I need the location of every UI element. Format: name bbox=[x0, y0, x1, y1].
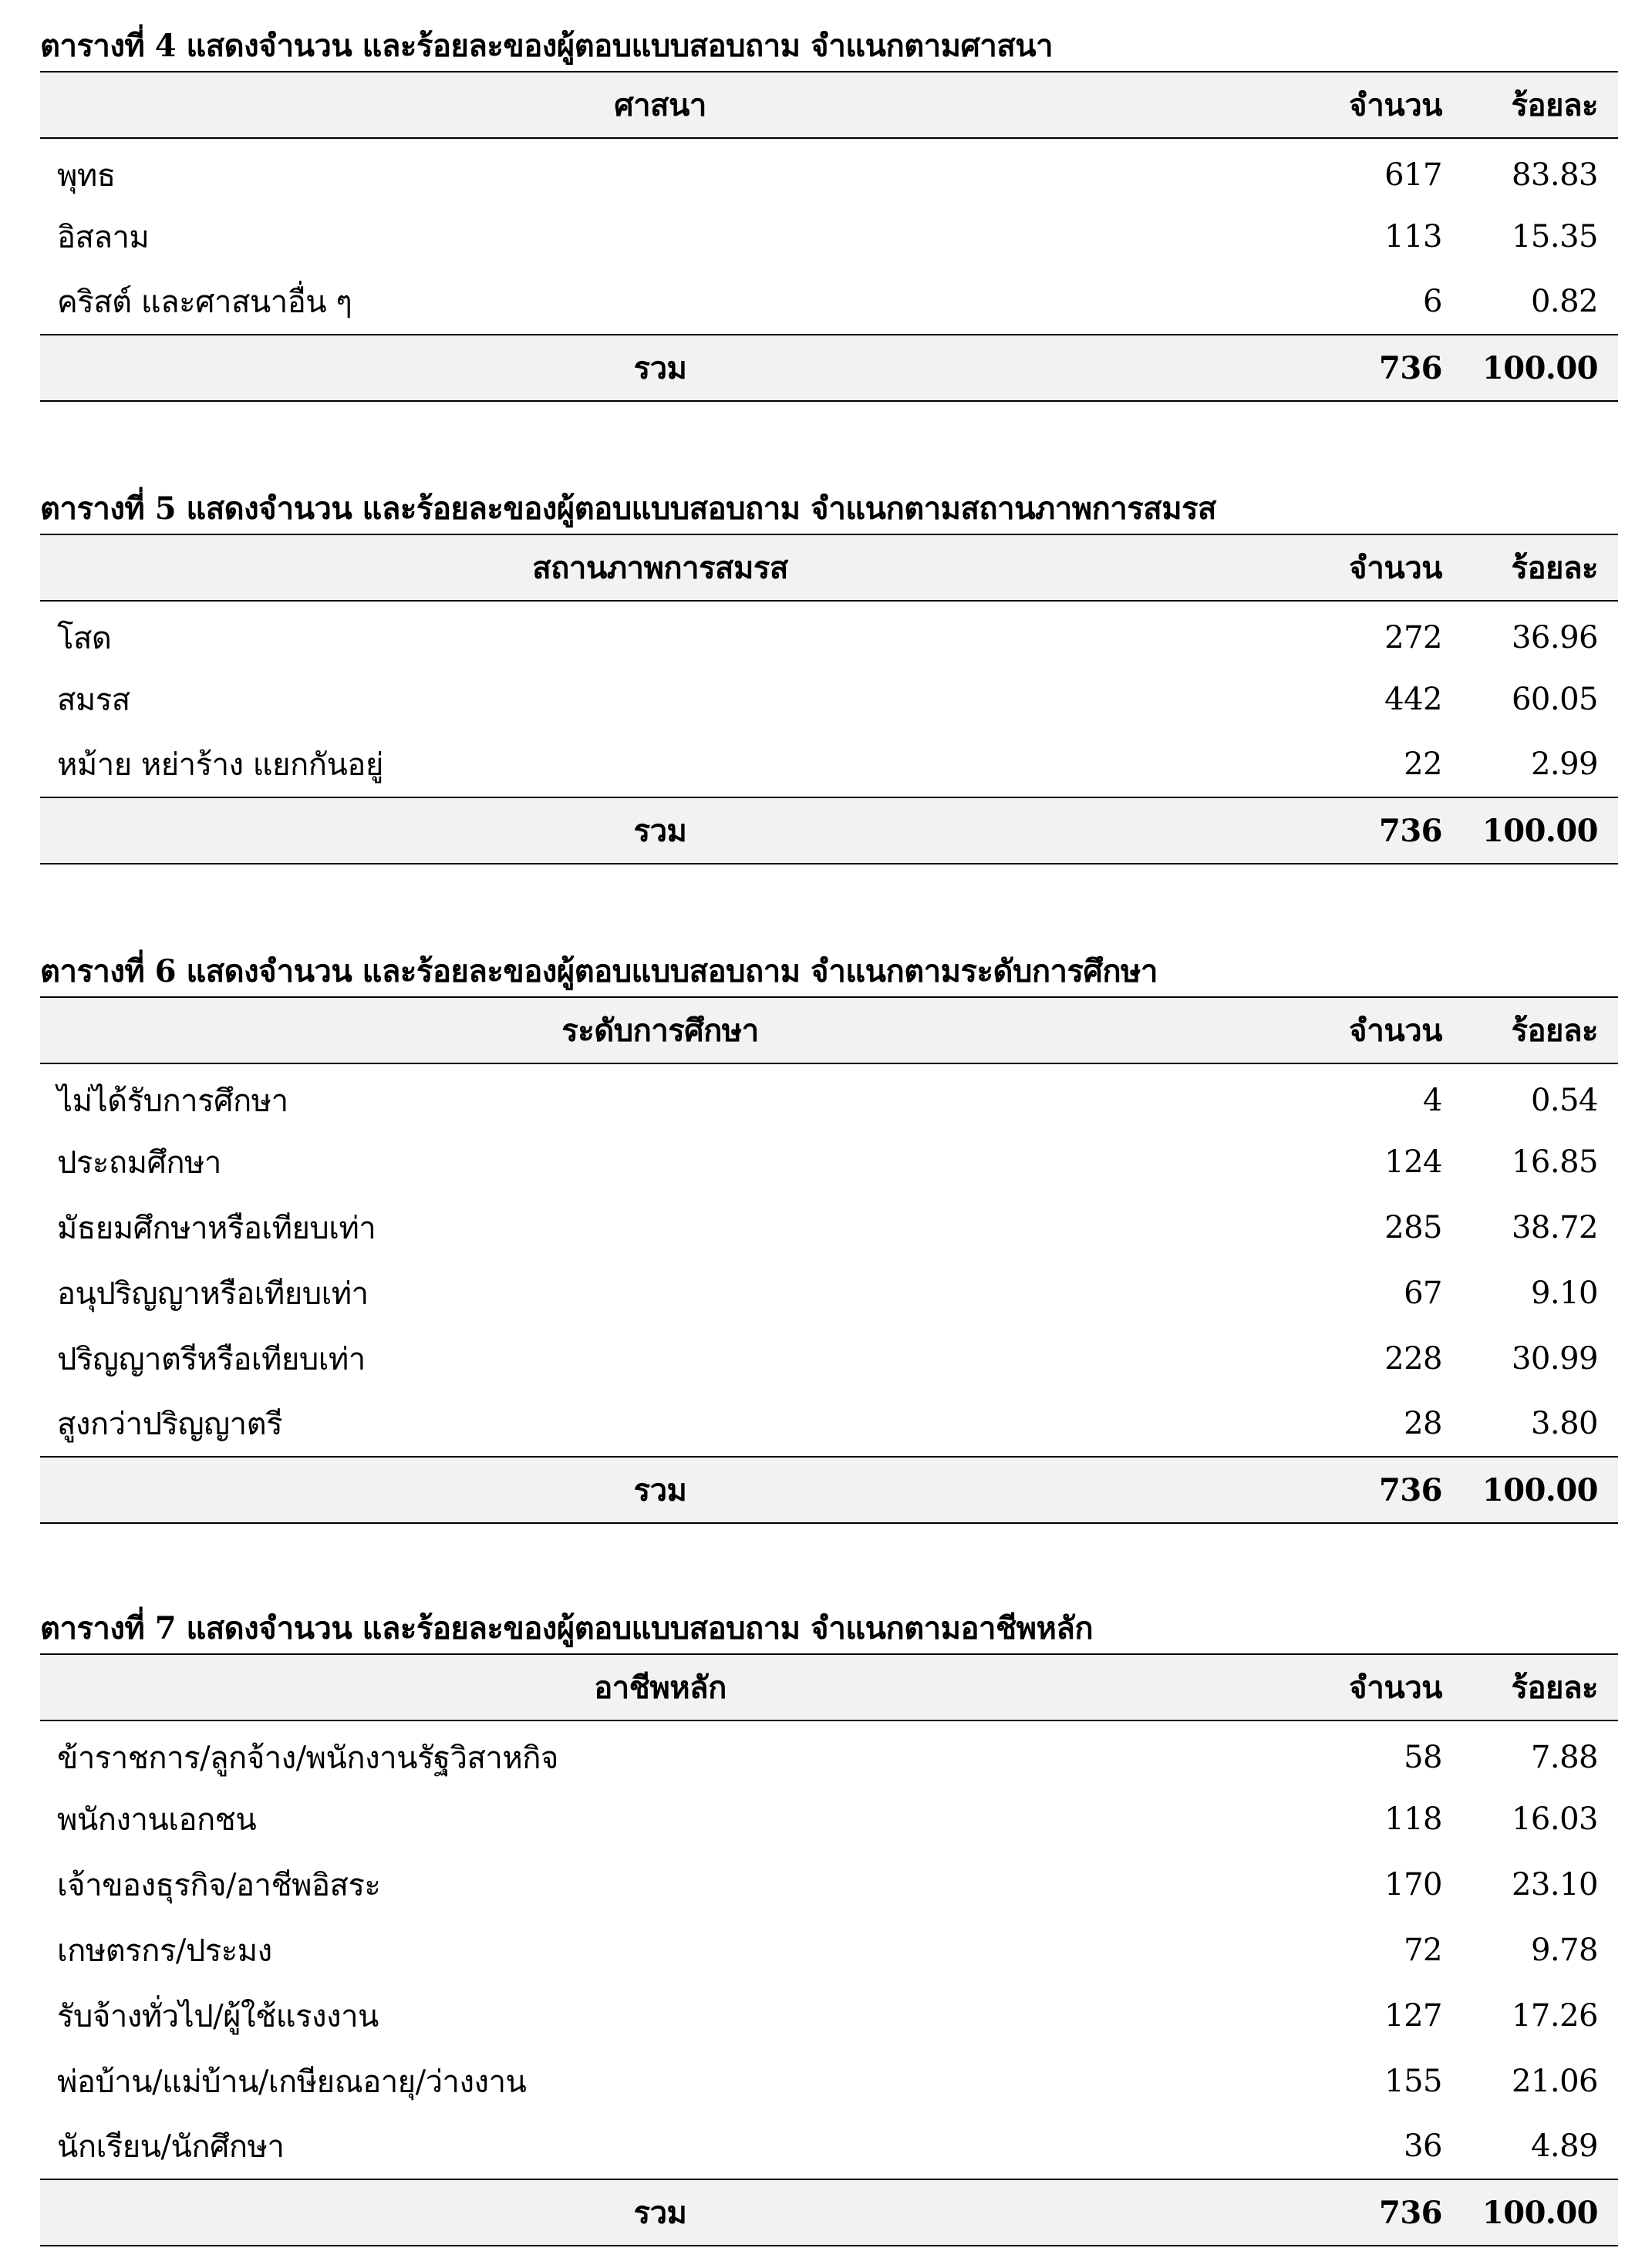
column-header: สถานภาพการสมรส bbox=[40, 534, 1280, 601]
percent-cell: 4.89 bbox=[1530, 2128, 1598, 2164]
category-cell: หม้าย หย่าร้าง แยกกันอยู่ bbox=[57, 747, 383, 783]
table-row bbox=[40, 601, 1618, 666]
percent-cell: 17.26 bbox=[1511, 1997, 1598, 2034]
percent-cell: 60.05 bbox=[1511, 681, 1598, 717]
category-cell: ปริญญาตรีหรือเทียบเท่า bbox=[57, 1341, 366, 1377]
percent-cell: 0.54 bbox=[1530, 1083, 1598, 1118]
table-row bbox=[40, 1260, 1618, 1326]
header-row bbox=[40, 534, 1618, 601]
table-row bbox=[40, 732, 1618, 797]
category-cell: นักเรียน/นักศึกษา bbox=[57, 2129, 285, 2165]
percent-cell: 15.35 bbox=[1511, 218, 1598, 254]
total-percent: 100.00 bbox=[1462, 797, 1618, 864]
count-cell: 28 bbox=[1404, 1406, 1442, 1441]
percent-cell: 2.99 bbox=[1530, 746, 1598, 782]
table-section-occupation bbox=[40, 1604, 1618, 2246]
total-label: รวม bbox=[40, 335, 1280, 401]
count-cell: 442 bbox=[1384, 681, 1442, 717]
total-count: 736 bbox=[1280, 797, 1462, 864]
column-header: ร้อยละ bbox=[1462, 534, 1618, 601]
total-percent: 100.00 bbox=[1462, 1457, 1618, 1523]
table-row bbox=[40, 1983, 1618, 2048]
count-cell: 118 bbox=[1384, 1801, 1442, 1837]
header-row bbox=[40, 997, 1618, 1063]
count-cell: 285 bbox=[1384, 1209, 1442, 1245]
table-caption: ตารางที่ 7 แสดงจำนวน และร้อยละของผู้ตอบแบบสอบถาม จำแนกตามอาชีพหลัก bbox=[40, 1610, 1094, 1646]
total-row bbox=[40, 1457, 1618, 1523]
category-cell: เจ้าของธุรกิจ/อาชีพอิสระ bbox=[57, 1867, 381, 1903]
table-row bbox=[40, 666, 1618, 732]
total-row bbox=[40, 2179, 1618, 2246]
count-cell: 155 bbox=[1384, 2063, 1442, 2099]
header-row bbox=[40, 72, 1618, 138]
table-section-education bbox=[40, 947, 1618, 1524]
percent-cell: 9.10 bbox=[1530, 1275, 1598, 1311]
count-cell: 170 bbox=[1384, 1866, 1442, 1902]
count-cell: 113 bbox=[1384, 218, 1442, 254]
percent-cell: 21.06 bbox=[1511, 2063, 1598, 2099]
percent-cell: 38.72 bbox=[1511, 1209, 1598, 1245]
category-cell: พุทธ bbox=[57, 158, 116, 194]
table-row bbox=[40, 1195, 1618, 1260]
percent-cell: 9.78 bbox=[1530, 1932, 1598, 1968]
percent-cell: 3.80 bbox=[1530, 1406, 1598, 1441]
category-cell: อิสลาม bbox=[57, 219, 150, 255]
count-cell: 228 bbox=[1384, 1340, 1442, 1377]
count-cell: 127 bbox=[1384, 1997, 1442, 2034]
count-cell: 58 bbox=[1404, 1740, 1442, 1775]
table-row bbox=[40, 138, 1618, 204]
category-cell: เกษตรกร/ประมง bbox=[57, 1933, 272, 1969]
column-header: จำนวน bbox=[1280, 534, 1462, 601]
table-row bbox=[40, 1063, 1618, 1129]
table-row bbox=[40, 204, 1618, 269]
table-section-religion bbox=[40, 22, 1618, 402]
category-cell: สูงกว่าปริญญาตรี bbox=[57, 1407, 283, 1442]
data-table bbox=[40, 996, 1618, 1524]
table-caption: ตารางที่ 6 แสดงจำนวน และร้อยละของผู้ตอบแบบสอบถาม จำแนกตามระดับการศึกษา bbox=[40, 953, 1158, 989]
count-cell: 36 bbox=[1404, 2128, 1442, 2164]
table-row bbox=[40, 1786, 1618, 1852]
column-header: จำนวน bbox=[1280, 1654, 1462, 1720]
count-cell: 124 bbox=[1384, 1144, 1442, 1180]
count-cell: 272 bbox=[1384, 620, 1442, 655]
total-row bbox=[40, 797, 1618, 864]
category-cell: พ่อบ้าน/แม่บ้าน/เกษียณอายุ/ว่างงาน bbox=[57, 2064, 527, 2100]
category-cell: รับจ้างทั่วไป/ผู้ใช้แรงงาน bbox=[57, 1998, 379, 2034]
total-label: รวม bbox=[40, 2179, 1280, 2246]
count-cell: 4 bbox=[1423, 1083, 1442, 1118]
table-caption: ตารางที่ 4 แสดงจำนวน และร้อยละของผู้ตอบแบบสอบถาม จำแนกตามศาสนา bbox=[40, 28, 1054, 64]
percent-cell: 0.82 bbox=[1530, 284, 1598, 319]
percent-cell: 23.10 bbox=[1511, 1866, 1598, 1902]
category-cell: คริสต์ และศาสนาอื่น ๆ bbox=[57, 285, 352, 320]
count-cell: 67 bbox=[1404, 1275, 1442, 1311]
category-cell: มัธยมศึกษาหรือเทียบเท่า bbox=[57, 1210, 376, 1246]
total-percent: 100.00 bbox=[1462, 2179, 1618, 2246]
category-cell: อนุปริญญาหรือเทียบเท่า bbox=[57, 1276, 369, 1312]
column-header: ร้อยละ bbox=[1462, 997, 1618, 1063]
category-cell: สมรส bbox=[57, 682, 130, 718]
percent-cell: 7.88 bbox=[1530, 1740, 1598, 1775]
category-cell: ข้าราชการ/ลูกจ้าง/พนักงานรัฐวิสาหกิจ bbox=[57, 1741, 558, 1776]
table-row bbox=[40, 2048, 1618, 2114]
percent-cell: 16.85 bbox=[1511, 1144, 1598, 1180]
table-row bbox=[40, 1391, 1618, 1457]
total-label: รวม bbox=[40, 1457, 1280, 1523]
category-cell: ไม่ได้รับการศึกษา bbox=[57, 1084, 288, 1119]
total-count: 736 bbox=[1280, 335, 1462, 401]
total-row bbox=[40, 335, 1618, 401]
column-header: อาชีพหลัก bbox=[40, 1654, 1280, 1720]
data-table bbox=[40, 534, 1618, 864]
column-header: ร้อยละ bbox=[1462, 1654, 1618, 1720]
column-header: ร้อยละ bbox=[1462, 72, 1618, 138]
count-cell: 617 bbox=[1384, 157, 1442, 193]
total-count: 736 bbox=[1280, 2179, 1462, 2246]
category-cell: โสด bbox=[57, 621, 112, 656]
data-table bbox=[40, 1653, 1618, 2246]
column-header: ศาสนา bbox=[40, 72, 1280, 138]
total-count: 736 bbox=[1280, 1457, 1462, 1523]
column-header: จำนวน bbox=[1280, 72, 1462, 138]
table-caption: ตารางที่ 5 แสดงจำนวน และร้อยละของผู้ตอบแบบสอบถาม จำแนกตามสถานภาพการสมรส bbox=[40, 490, 1216, 527]
percent-cell: 30.99 bbox=[1511, 1340, 1598, 1377]
percent-cell: 36.96 bbox=[1511, 620, 1598, 655]
category-cell: พนักงานเอกชน bbox=[57, 1801, 257, 1838]
table-row bbox=[40, 1326, 1618, 1391]
table-row bbox=[40, 2114, 1618, 2179]
percent-cell: 16.03 bbox=[1511, 1801, 1598, 1837]
count-cell: 6 bbox=[1423, 284, 1442, 319]
total-label: รวม bbox=[40, 797, 1280, 864]
total-percent: 100.00 bbox=[1462, 335, 1618, 401]
category-cell: ประถมศึกษา bbox=[57, 1144, 221, 1181]
table-row bbox=[40, 269, 1618, 335]
table-row bbox=[40, 1720, 1618, 1786]
count-cell: 22 bbox=[1404, 746, 1442, 782]
table-row bbox=[40, 1917, 1618, 1983]
table-section-marital-status bbox=[40, 484, 1618, 864]
column-header: ระดับการศึกษา bbox=[40, 997, 1280, 1063]
count-cell: 72 bbox=[1404, 1932, 1442, 1968]
table-row bbox=[40, 1129, 1618, 1195]
column-header: จำนวน bbox=[1280, 997, 1462, 1063]
data-table bbox=[40, 71, 1618, 402]
table-row bbox=[40, 1852, 1618, 1917]
header-row bbox=[40, 1654, 1618, 1720]
percent-cell: 83.83 bbox=[1511, 157, 1598, 193]
